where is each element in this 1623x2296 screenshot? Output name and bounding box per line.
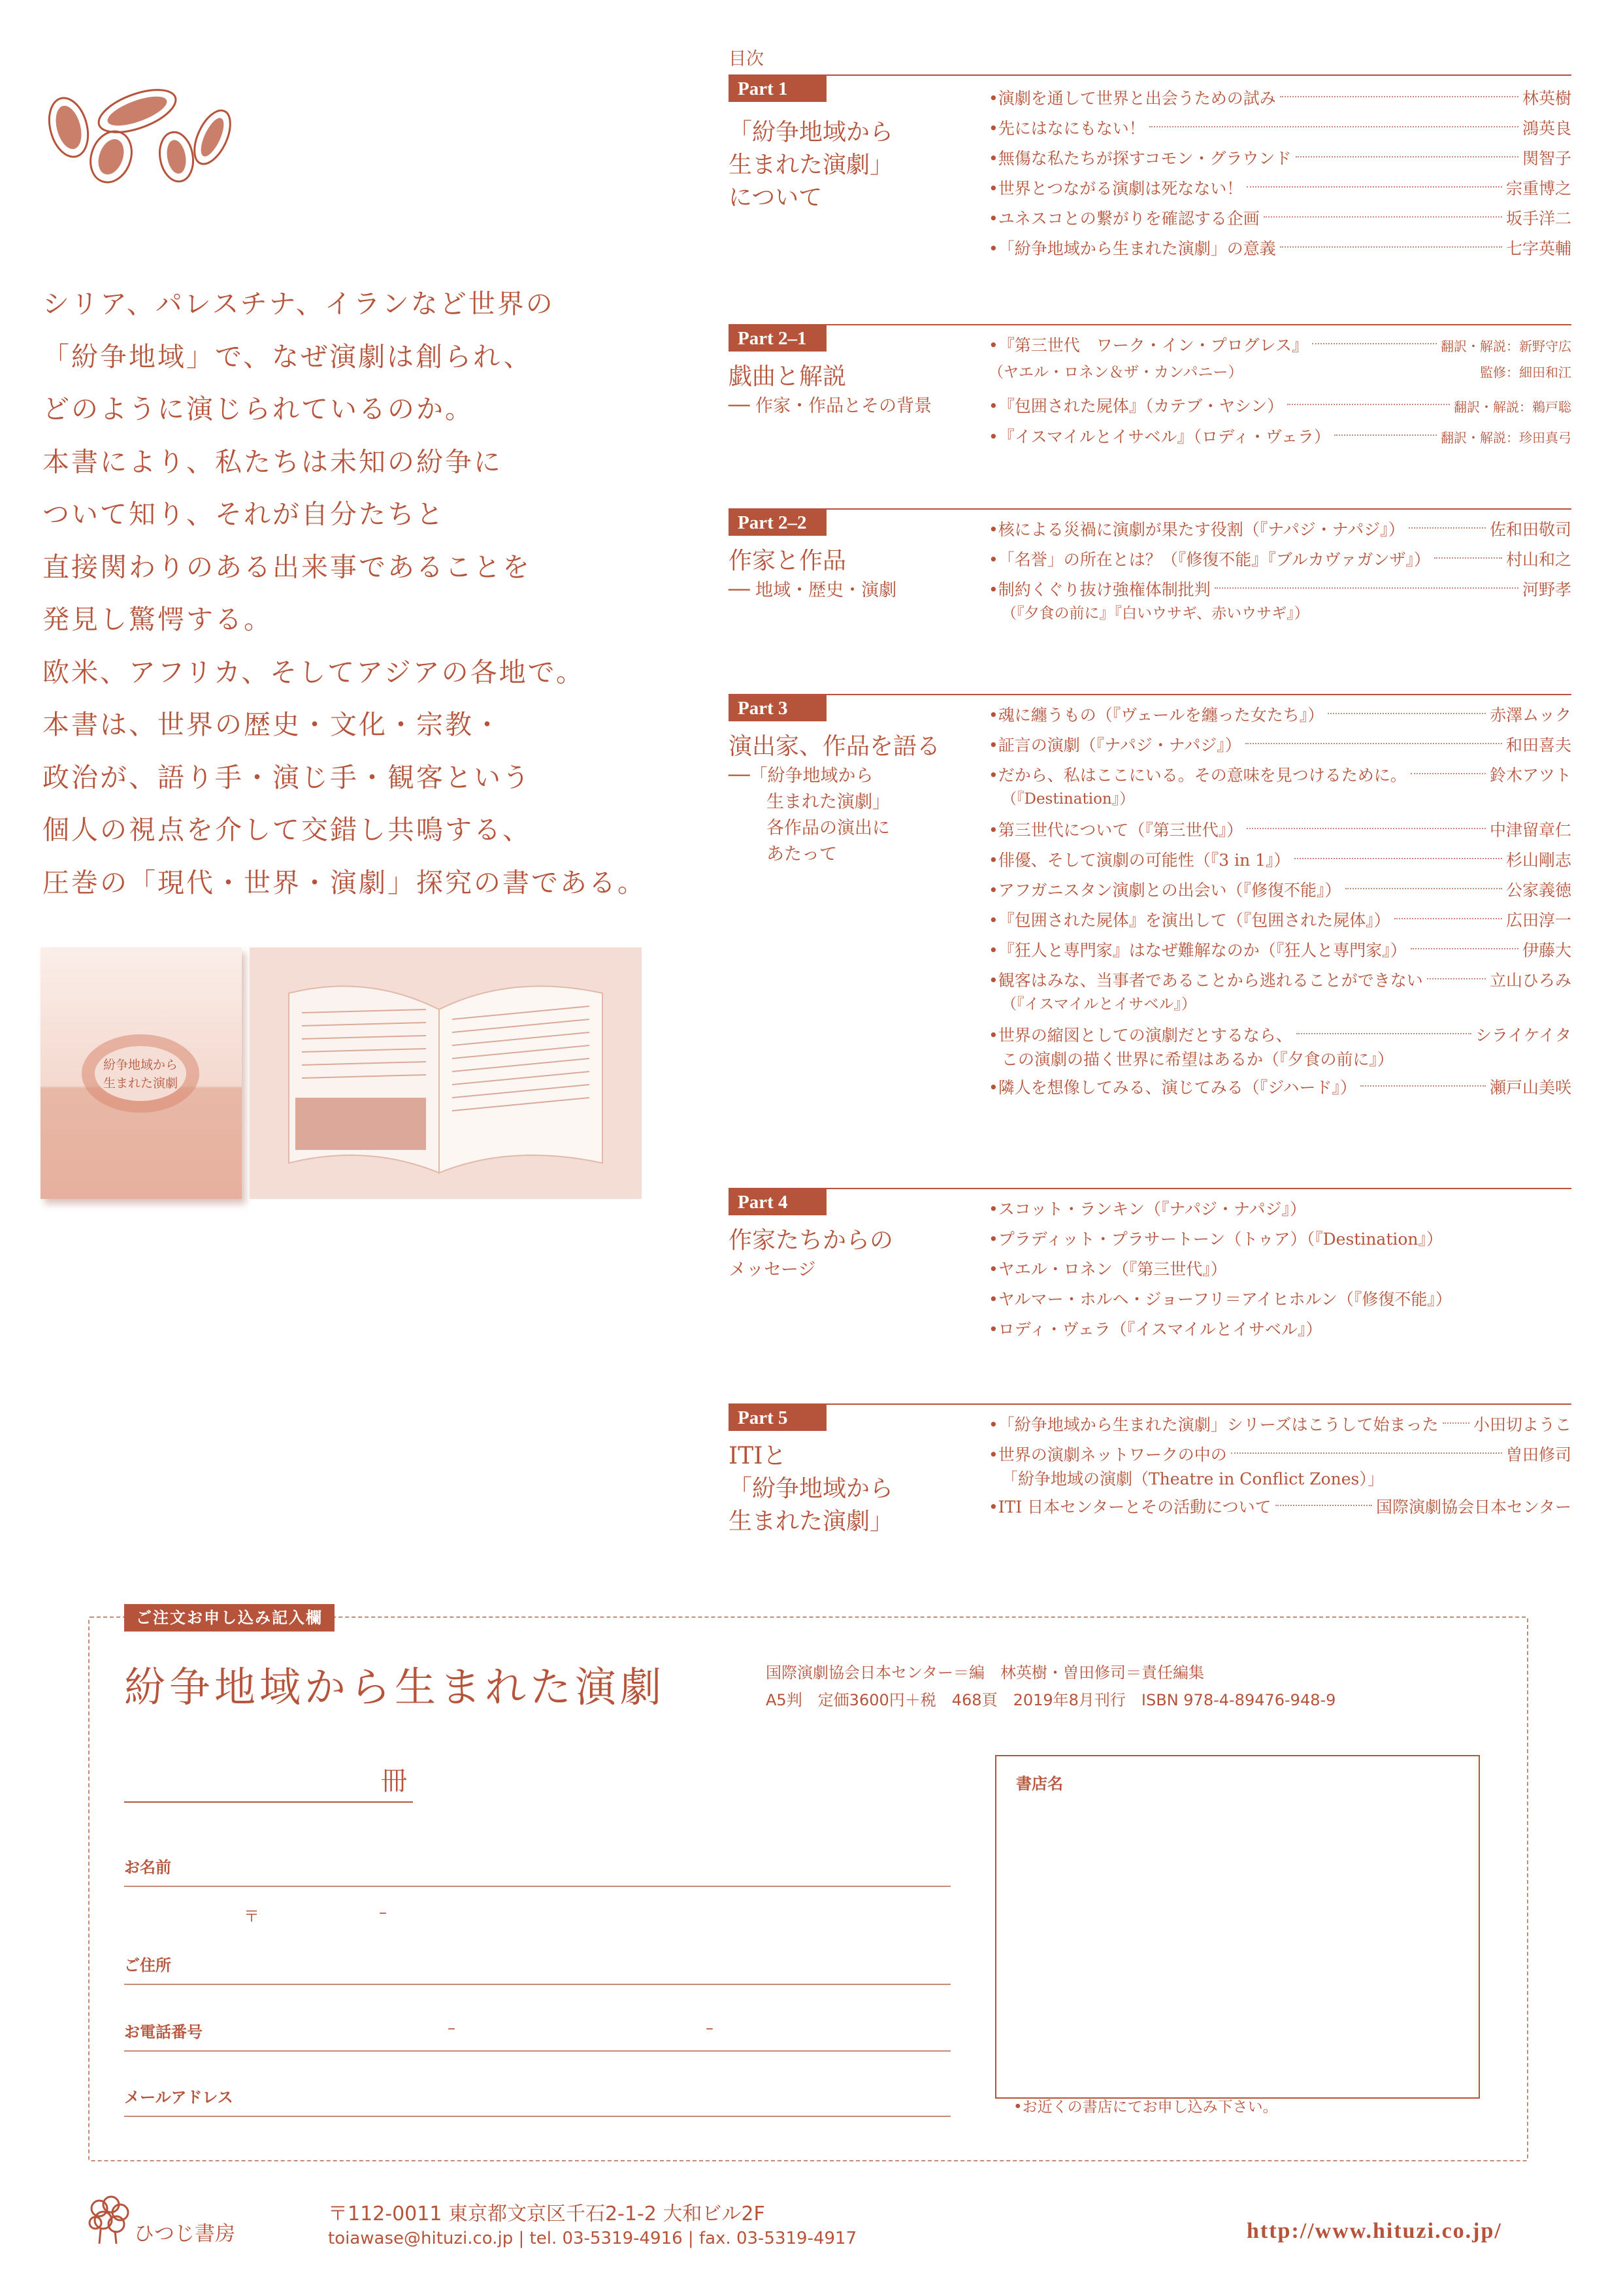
toc-item-author: 伊藤大	[1522, 941, 1571, 960]
toc-item	[989, 1492, 1571, 1522]
toc-item-author: 河野孝	[1522, 580, 1571, 599]
toc-item-title: •俳優、そして演劇の可能性（『3 in 1』）	[989, 851, 1290, 870]
publisher-address: 〒112-0011 東京都文京区千石2-1-2 大和ビル2F	[328, 2203, 765, 2225]
toc-item-title: •だから、私はここにいる。その意味を見つけるために。	[989, 766, 1407, 785]
toc-item-title: •観客はみな、当事者であることから逃れることができない	[989, 971, 1423, 990]
toc-item-author: 小田切ようこ	[1473, 1415, 1571, 1434]
part-heading	[729, 545, 964, 604]
toc-item: •ロディ・ヴェラ（『イスマイルとイサベル』）	[989, 1320, 1322, 1339]
leader-dots	[1334, 435, 1437, 436]
intro-line: 個人の視点を介して交錯し共鳴する、	[42, 814, 531, 845]
toc-items	[989, 700, 1571, 1103]
intro-line: 政治が、語り手・演じ手・観客という	[42, 761, 531, 793]
phone-dash: –	[706, 2019, 713, 2037]
bookstore-box[interactable]	[995, 1755, 1480, 2099]
toc-item	[989, 761, 1571, 791]
book-editors: 国際演劇協会日本センター＝編 林英樹・曽田修司＝責任編集	[766, 1664, 1205, 1682]
toc-item-title: •世界の縮図としての演劇だとするなら、	[989, 1026, 1292, 1045]
divider	[729, 324, 1571, 325]
intro-line: 「紛争地域」で、なぜ演劇は創られ、	[42, 340, 533, 372]
heading-line: 生まれた演劇」	[729, 1508, 894, 1535]
sheep-logo-icon	[86, 2189, 131, 2248]
toc-item-title: •制約くぐり抜け強権体制批判	[989, 580, 1211, 599]
toc-item-author: 曽田修司	[1505, 1445, 1571, 1464]
toc-items	[989, 515, 1571, 626]
leader-dots	[1411, 948, 1518, 949]
leader-dots	[1427, 978, 1486, 979]
bookstore-note: •お近くの書店にてお申し込み下さい。	[1013, 2099, 1278, 2116]
toc-item-author: 七字英輔	[1505, 239, 1571, 258]
leader-dots	[1231, 1452, 1502, 1454]
heading-subtitle: メッセージ	[729, 1260, 816, 1280]
toc-item-author: 公家義徳	[1505, 881, 1571, 900]
toc-item-subtitle: （『イスマイルとイサベル』）	[1002, 996, 1196, 1013]
leader-dots	[1275, 1505, 1372, 1506]
part-tag: Part 1	[729, 76, 827, 102]
toc-item-title: •「紛争地域から生まれた演劇」シリーズはこうして始まった	[989, 1415, 1439, 1434]
toc-item	[989, 204, 1571, 234]
leader-dots	[1345, 888, 1502, 889]
toc-item: •ヤルマー・ホルヘ・ジョーフリ＝アイヒホルン（『修復不能』）	[989, 1290, 1452, 1309]
leader-dots	[1296, 1033, 1471, 1034]
email-label: メールアドレス	[124, 2088, 233, 2107]
toc-item: •プラディット・プラサートーン（トゥア）（『Destination』）	[989, 1230, 1443, 1249]
toc-items	[989, 1410, 1571, 1522]
toc-item-sub	[989, 357, 1571, 387]
toc-item-title: •ユネスコとの繋がりを確認する企画	[989, 209, 1260, 228]
theatre-logo-illustration	[39, 59, 235, 189]
toc-item-author: 翻訳・解説：新野守広	[1441, 338, 1571, 354]
heading-subtitle: ──「紛争地域から	[729, 766, 874, 786]
divider	[729, 1188, 1571, 1189]
toc-item-title: •ITI 日本センターとその活動について	[989, 1498, 1271, 1517]
heading-line: 戯曲と解説	[729, 363, 847, 390]
toc-item-author: 佐和田敬司	[1489, 520, 1571, 539]
leader-dots	[1328, 713, 1486, 714]
leader-dots	[1149, 126, 1518, 127]
part-heading	[729, 1224, 964, 1283]
leader-dots	[1287, 404, 1450, 405]
quantity-field[interactable]	[124, 1801, 413, 1803]
leader-dots	[1247, 828, 1486, 829]
heading-subtitle: あたって	[766, 844, 837, 864]
toc-item: •ヤエル・ロネン（『第三世代』）	[989, 1260, 1227, 1279]
toc-item-author: 鴻英良	[1522, 119, 1571, 138]
toc-item-title: •「名誉」の所在とは？（『修復不能』『ブルカヴァガンザ』）	[989, 550, 1430, 569]
leader-dots	[1294, 858, 1502, 859]
heading-line: 作家たちからの	[729, 1227, 894, 1254]
toc-item-title: •無傷な私たちが探すコモン・グラウンド	[989, 149, 1292, 168]
toc-items	[989, 1194, 1571, 1345]
toc-item-title: •『狂人と専門家』はなぜ難解なのか（『狂人と専門家』）	[989, 941, 1407, 960]
toc-label: 目次	[729, 49, 764, 69]
toc-item	[989, 1410, 1571, 1440]
toc-item-title: •『包囲された屍体』を演出して（『包囲された屍体』）	[989, 911, 1390, 930]
toc-items	[989, 331, 1571, 453]
toc-item-subtitle: この演劇の描く世界に希望はあるか（『夕食の前に』）	[1002, 1050, 1394, 1069]
toc-items	[989, 84, 1571, 264]
part-heading	[729, 730, 964, 868]
toc-item	[989, 906, 1571, 936]
name-field[interactable]	[124, 1886, 951, 1887]
toc-item-author: 赤澤ムック	[1490, 706, 1571, 725]
toc-item-title: •世界の演劇ネットワークの中の	[989, 1445, 1227, 1464]
leader-dots	[1296, 156, 1518, 157]
toc-item	[989, 545, 1571, 575]
leader-dots	[1280, 96, 1518, 97]
book-details: A5判 定価3600円＋税 468頁 2019年8月刊行 ISBN 978-4-89476-948-9	[766, 1691, 1336, 1709]
part-tag: Part 3	[729, 695, 827, 721]
toc-item-title: •『イスマイルとイサベル』（ロディ・ヴェラ）	[989, 427, 1330, 446]
leader-dots	[1245, 743, 1502, 744]
heading-line: 作家と作品	[729, 548, 847, 574]
intro-line: シリア、パレスチナ、イランなど世界の	[42, 288, 555, 320]
toc-item-author: 村山和之	[1505, 550, 1571, 569]
toc-item-author: 林英樹	[1522, 89, 1571, 108]
toc-item-title: •演劇を通して世界と出会うための試み	[989, 89, 1276, 108]
leader-dots	[1215, 587, 1518, 589]
part-tag: Part 2–2	[729, 510, 827, 536]
book-cover-photo	[41, 947, 242, 1199]
toc-item-title: •『第三世代 ワーク・イン・プログレス』	[989, 336, 1308, 355]
toc-item-title: •先にはなにもない！	[989, 119, 1145, 138]
toc-item	[989, 845, 1571, 876]
toc-item-subtitle: （『夕食の前に』『白いウサギ、赤いウサギ』）	[1002, 605, 1309, 622]
heading-line: 「紛争地域から	[729, 1475, 894, 1502]
toc-item-author: 瀬戸山美咲	[1489, 1078, 1571, 1097]
toc-item-author: 鈴木アツト	[1489, 766, 1571, 785]
toc-item	[989, 84, 1571, 114]
toc-item-subtitle: （ヤエル・ロネン＆ザ・カンパニー）	[989, 364, 1243, 381]
toc-item-subtitle: （『Destination』）	[1002, 791, 1135, 808]
heading-line: について	[729, 184, 823, 211]
leader-dots	[1411, 773, 1486, 774]
toc-item-author: 監修：細田和江	[1480, 365, 1571, 380]
toc-item-title: •『包囲された屍体』（カテブ・ヤシン）	[989, 397, 1284, 416]
name-label: お名前	[124, 1858, 171, 1877]
publisher-contact: toiawase@hituzi.co.jp | tel. 03-5319-4916 | fax. 03-5319-4917	[328, 2229, 857, 2248]
toc-item-author: 立山ひろみ	[1489, 971, 1571, 990]
cover-title-line: 紛争地域から	[103, 1058, 178, 1072]
bookstore-label: 書店名	[1016, 1775, 1063, 1793]
toc-item-title: •「紛争地域から生まれた演劇」の意義	[989, 239, 1276, 258]
toc-item	[989, 1073, 1571, 1103]
toc-item-title: •証言の演劇（『ナパジ・ナパジ』）	[989, 736, 1241, 755]
toc-item-author: 翻訳・解説：鵜戸聡	[1454, 399, 1571, 415]
toc-item	[989, 876, 1571, 906]
heading-subtitle: ── 作家・作品とその背景	[729, 396, 932, 416]
leader-dots	[1312, 343, 1437, 344]
leader-dots	[1280, 246, 1502, 248]
intro-line: 欧米、アフリカ、そしてアジアの各地で。	[42, 656, 585, 688]
toc-item-title: •核による災禍に演劇が果たす役割（『ナパジ・ナパジ』）	[989, 520, 1405, 539]
toc-item	[989, 391, 1571, 422]
intro-line: 発見し驚愕する。	[42, 604, 272, 635]
toc-item	[989, 515, 1571, 545]
heading-subtitle: 各作品の演出に	[766, 818, 890, 838]
divider	[729, 1403, 1571, 1405]
open-book-photo	[250, 947, 642, 1199]
toc-item	[989, 730, 1571, 761]
phone-dash: –	[448, 2019, 455, 2037]
postal-mark: 〒	[244, 1907, 259, 1926]
intro-line: 圧巻の「現代・世界・演劇」探究の書である。	[42, 866, 646, 898]
phone-field[interactable]	[124, 2050, 951, 2052]
toc-item: •スコット・ランキン（『ナパジ・ナパジ』）	[989, 1200, 1306, 1219]
toc-item-author: 広田淳一	[1505, 911, 1571, 930]
heading-line: 「紛争地域から	[729, 119, 894, 146]
order-form-tag: ご注文お申し込み記入欄	[124, 1604, 335, 1632]
toc-item-author: 中津留章仁	[1489, 821, 1571, 840]
toc-item-author: 和田喜夫	[1505, 736, 1571, 755]
part-heading	[729, 1440, 964, 1538]
toc-item	[989, 575, 1571, 605]
toc-item-title: •アフガニスタン演劇との出会い（『修復不能』）	[989, 881, 1341, 900]
heading-line: 演出家、作品を語る	[729, 733, 941, 760]
toc-item	[989, 234, 1571, 264]
toc-item-title: •第三世代について（『第三世代』）	[989, 821, 1243, 840]
toc-item	[989, 700, 1571, 730]
heading-subtitle: 生まれた演劇」	[766, 792, 890, 812]
quantity-unit: 冊	[381, 1766, 407, 1796]
toc-item	[989, 815, 1571, 845]
divider	[729, 508, 1571, 510]
address-label: ご住所	[124, 1956, 171, 1975]
leader-dots	[1394, 918, 1502, 919]
toc-item-author: 翻訳・解説：珍田真弓	[1441, 430, 1571, 446]
toc-item	[989, 174, 1571, 204]
leader-dots	[1443, 1422, 1469, 1424]
toc-item-title: •世界とつながる演劇は死なない！	[989, 179, 1243, 198]
phone-label: お電話番号	[124, 2023, 203, 2041]
book-cover-title-art	[78, 1025, 203, 1123]
divider	[729, 694, 1571, 695]
part-tag: Part 4	[729, 1189, 827, 1215]
leader-dots	[1247, 186, 1502, 188]
part-tag: Part 2–1	[729, 325, 827, 352]
intro-line: ついて知り、それが自分たちと	[42, 499, 445, 530]
intro-line: 直接関わりのある出来事であることを	[42, 551, 531, 583]
toc-item-author: 国際演劇協会日本センター	[1375, 1498, 1571, 1517]
leader-dots	[1409, 527, 1486, 529]
postal-dash: –	[379, 1903, 387, 1922]
toc-item	[989, 1440, 1571, 1470]
toc-item-author: 関智子	[1522, 149, 1571, 168]
publisher-name: ひつじ書房	[134, 2222, 235, 2246]
intro-line: 本書は、世界の歴史・文化・宗教・	[42, 709, 502, 740]
leader-dots	[1434, 557, 1502, 559]
part-heading	[729, 116, 964, 214]
toc-item-author: 坂手洋二	[1505, 209, 1571, 228]
toc-item-author: シライケイタ	[1475, 1026, 1571, 1045]
toc-item	[989, 331, 1571, 361]
toc-item	[989, 936, 1571, 966]
toc-item-author: 宗重博之	[1505, 179, 1571, 198]
toc-item	[989, 966, 1571, 996]
leader-dots	[1360, 1085, 1486, 1087]
intro-line: どのように演じられているのか。	[42, 393, 474, 425]
email-field[interactable]	[124, 2116, 951, 2117]
heading-line: ITIと	[729, 1443, 787, 1469]
intro-line: 本書により、私たちは未知の紛争に	[42, 446, 502, 478]
toc-item	[989, 114, 1571, 144]
toc-item-author: 杉山剛志	[1505, 851, 1571, 870]
heading-subtitle: ── 地域・歴史・演劇	[729, 580, 897, 600]
toc-item-title: •魂に纏うもの（『ヴェールを纏った女たち』）	[989, 706, 1324, 725]
part-heading	[729, 361, 964, 419]
heading-line: 生まれた演劇」	[729, 152, 894, 178]
toc-item	[989, 144, 1571, 174]
part-tag: Part 5	[729, 1405, 827, 1431]
toc-item-subtitle: 「紛争地域の演劇（Theatre in Conflict Zones）」	[1002, 1469, 1384, 1488]
leader-dots	[1264, 216, 1502, 218]
address-field[interactable]	[124, 1984, 951, 1985]
toc-item-title: •隣人を想像してみる、演じてみる（『ジハード』）	[989, 1078, 1356, 1097]
toc-item	[989, 1021, 1571, 1051]
book-title: 紛争地域から生まれた演劇	[124, 1664, 665, 1711]
toc-item	[989, 422, 1571, 453]
divider	[729, 74, 1571, 76]
publisher-url-link[interactable]: http://www.hituzi.co.jp/	[1247, 2219, 1502, 2243]
cover-title-line: 生まれた演劇	[103, 1076, 178, 1091]
intro-text	[42, 278, 676, 909]
